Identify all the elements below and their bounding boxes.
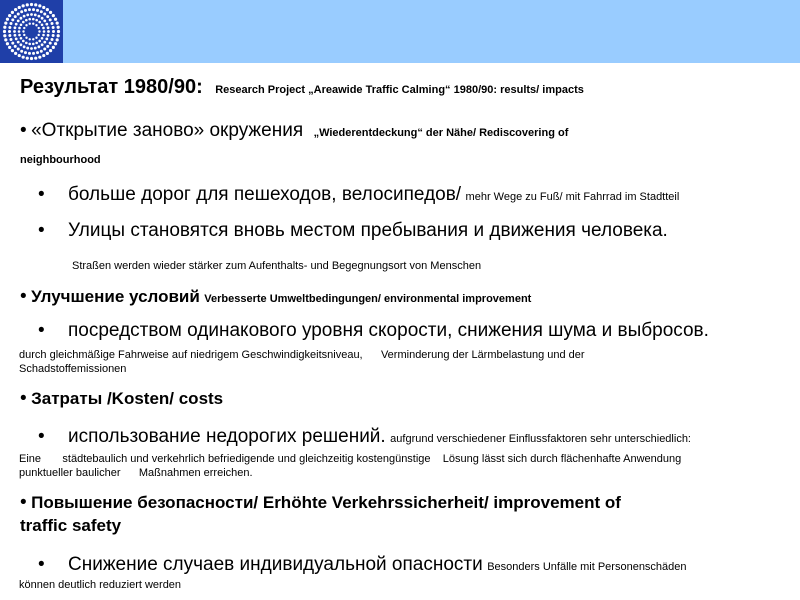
logo-dot [29,38,31,40]
logo-dot [42,6,45,9]
logo-dot [57,34,60,37]
logo-dot [29,23,31,25]
logo-dot [32,43,35,46]
logo-dot [41,37,44,40]
logo-dot [20,37,23,40]
logo-dot [4,22,7,25]
item2-sub1-de-1: durch gleichmäßige Fahrweise auf niedrigem Geschwindigkeitsniveau, Verminderung der Lärmbelastung und der [19,349,585,361]
logo-dot [26,3,29,6]
logo-dot [42,34,45,37]
logo-dot [22,21,25,24]
logo-dot [46,8,49,11]
logo-dot [18,30,21,33]
logo-dot [15,37,18,40]
logo-dot [17,48,20,51]
item1-continuation: neighbourhood [20,154,101,166]
logo-dot [46,45,49,48]
item2-sub1-de-2: Schadstoffemissionen [19,363,127,375]
logo-dot [13,30,16,33]
logo-dot [14,26,17,29]
bullet: • [20,286,27,307]
sub-bullet: • [38,554,45,575]
logo-dot [25,19,28,22]
item1-sub2-de: Straßen werden wieder stärker zum Aufenthalts- und Begegnungsort von Menschen [72,260,482,272]
star-ring-logo-icon [0,0,63,63]
logo-dot [41,17,44,20]
logo-dot [3,34,6,37]
logo-dot [17,41,20,44]
logo-dot [11,49,14,52]
sub-bullet: • [38,426,45,447]
logo-dot [52,46,55,49]
logo-dot [20,17,23,20]
logo-dot [45,37,48,40]
logo-dot [32,18,35,21]
bullet: • [20,492,27,513]
logo-dot [35,42,38,45]
logo-dot [15,23,18,26]
logo-dot [25,24,27,26]
sub-bullet: • [38,220,45,241]
logo-dot [22,40,25,43]
item3-sub1: • использование недорогих решений. aufgrund verschiedener Einflussfaktoren sehr unterschiedlich: [20,426,691,448]
logo-dot [32,38,34,40]
bullet: • [20,120,27,141]
logo-dot [32,23,34,25]
logo-dot [38,40,41,43]
logo-dot [23,27,25,29]
logo-dot [56,38,59,41]
logo-dot [8,34,11,37]
logo-dot [38,4,41,7]
logo-dot [43,30,46,33]
logo-dot [20,50,23,53]
title-en: Research Project „Areawide Traffic Calming“ 1980/90: results/ impacts [215,84,584,96]
logo-dot [42,27,45,30]
logo-dot [30,13,33,16]
logo-dot [43,41,46,44]
logo-dot [43,48,46,51]
logo-dot [40,10,43,13]
logo-dot [20,10,23,13]
logo-dot [41,43,44,46]
logo-dot [57,30,60,33]
logo-dot [49,42,52,45]
logo-dot [14,8,17,11]
item4-heading: • Повышение безопасности/ Erhöhte Verkehrssicherheit/ improvement of [20,492,621,513]
logo-dot [46,15,49,18]
logo-dot [8,26,11,29]
logo-dot [45,23,48,26]
item4-heading-cont: traffic safety [20,516,122,535]
logo-dot [14,34,17,37]
logo-dot [22,56,25,59]
logo-dot [11,42,14,45]
logo-dot [38,27,40,29]
logo-dot [57,26,60,29]
logo-dot [25,37,27,39]
logo-dot [47,26,50,29]
logo-dot [47,34,50,37]
logo-dot [11,18,14,21]
item3-heading: • Затраты /Kosten/ costs [20,388,224,409]
item2-sub1: • посредством одинакового уровня скорости, снижения шума и выбросов. [20,320,709,342]
logo-dot [36,9,39,12]
logo-dot [4,38,7,41]
logo-dot [40,50,43,53]
logo-dot [38,34,40,36]
sub-bullet: • [38,184,45,205]
logo-dot [14,15,17,18]
logo-dot [35,24,37,26]
logo-dot [3,26,6,29]
logo-dot [46,52,49,55]
item2-heading: • Улучшение условий Verbesserte Umweltbedingungen/ environmental improvement [20,286,532,307]
logo-dot [52,34,55,37]
logo-dot [24,9,27,12]
logo-dot [20,23,23,26]
item1-ru: «Открытие заново» окружения [31,120,304,141]
slide-title [20,76,584,99]
logo-dot [28,18,31,21]
item4-sub1: • Снижение случаев индивидуальной опасности Besonders Unfälle mit Personenschäden [20,554,687,576]
logo-dot [3,30,6,33]
logo-dot [43,12,46,15]
logo-dot [52,14,55,17]
logo-dot [38,21,41,24]
logo-dot [6,18,9,21]
logo-dot [42,54,45,57]
logo-dot [37,45,40,48]
logo-dot [20,43,23,46]
item4-line2: können deutlich reduziert werden [19,579,182,591]
logo-dot [34,14,37,17]
logo-dot [38,30,40,32]
logo-dot [30,57,33,60]
logo-dot [26,57,29,60]
logo-dot [26,47,29,50]
logo-dot [36,51,39,54]
item1-de-en: „Wiederentdeckung“ der Nähe/ Rediscovering of [313,127,569,139]
bullet: • [20,388,27,409]
logo-dot [14,52,17,55]
logo-dot [8,46,11,49]
logo-dot [49,18,52,21]
logo-dot [30,3,33,6]
logo-dot [17,20,20,23]
logo-dot [49,11,52,14]
logo-dot [35,19,38,22]
logo-dot [18,34,21,37]
logo-dot [17,12,20,15]
logo-dot [37,15,40,18]
title-ru: Результат 1980/90: [20,76,203,98]
logo-dot [18,54,21,57]
logo-dot [34,57,37,60]
logo-dot [56,22,59,25]
university-logo [0,0,63,63]
logo-dot [22,4,25,7]
logo-dot [18,27,21,30]
item1-sub1: • больше дорог для пешеходов, велосипедов/ mehr Wege zu Fuß/ mit Fahrrad im Stadtteil [20,184,679,206]
logo-dot [43,20,46,23]
logo-dot [23,45,26,48]
item1-heading [20,120,568,142]
logo-dot [8,14,11,17]
logo-dot [41,23,44,26]
logo-dot [28,8,31,11]
logo-dot [18,6,21,9]
logo-dot [54,42,57,45]
logo-dot [51,22,54,25]
logo-dot [52,30,55,33]
sub-bullet: • [38,320,45,341]
logo-dot [8,30,11,33]
logo-dot [52,26,55,29]
header-banner [0,0,800,63]
logo-dot [23,15,26,18]
logo-dot [32,8,35,11]
logo-dot [28,43,31,46]
logo-dot [23,34,25,36]
logo-dot [54,18,57,21]
logo-dot [28,52,31,55]
logo-dot [34,47,37,50]
item3-line3: punktueller baulicher Maßnahmen erreichen. [19,467,253,479]
logo-dot [22,30,24,32]
logo-dot [32,52,35,55]
logo-dot [38,56,41,59]
logo-dot [35,37,37,39]
logo-dot [25,42,28,45]
item1-sub2: • Улицы становятся вновь местом пребывания и движения человека. [20,220,668,242]
logo-dot [11,11,14,14]
logo-dot [26,14,29,17]
logo-dot [34,3,37,6]
item3-line2: Eine städtebaulich und verkehrlich befriedigende und gleichzeitig kostengünstige Lösung lässt sich durch flächenhafte Anwendung [19,453,682,465]
logo-dot [30,47,33,50]
logo-dot [51,38,54,41]
logo-dot [9,22,12,25]
logo-dot [14,45,17,48]
logo-dot [9,38,12,41]
logo-dot [24,51,27,54]
logo-dot [49,49,52,52]
logo-dot [47,30,50,33]
logo-dot [6,42,9,45]
